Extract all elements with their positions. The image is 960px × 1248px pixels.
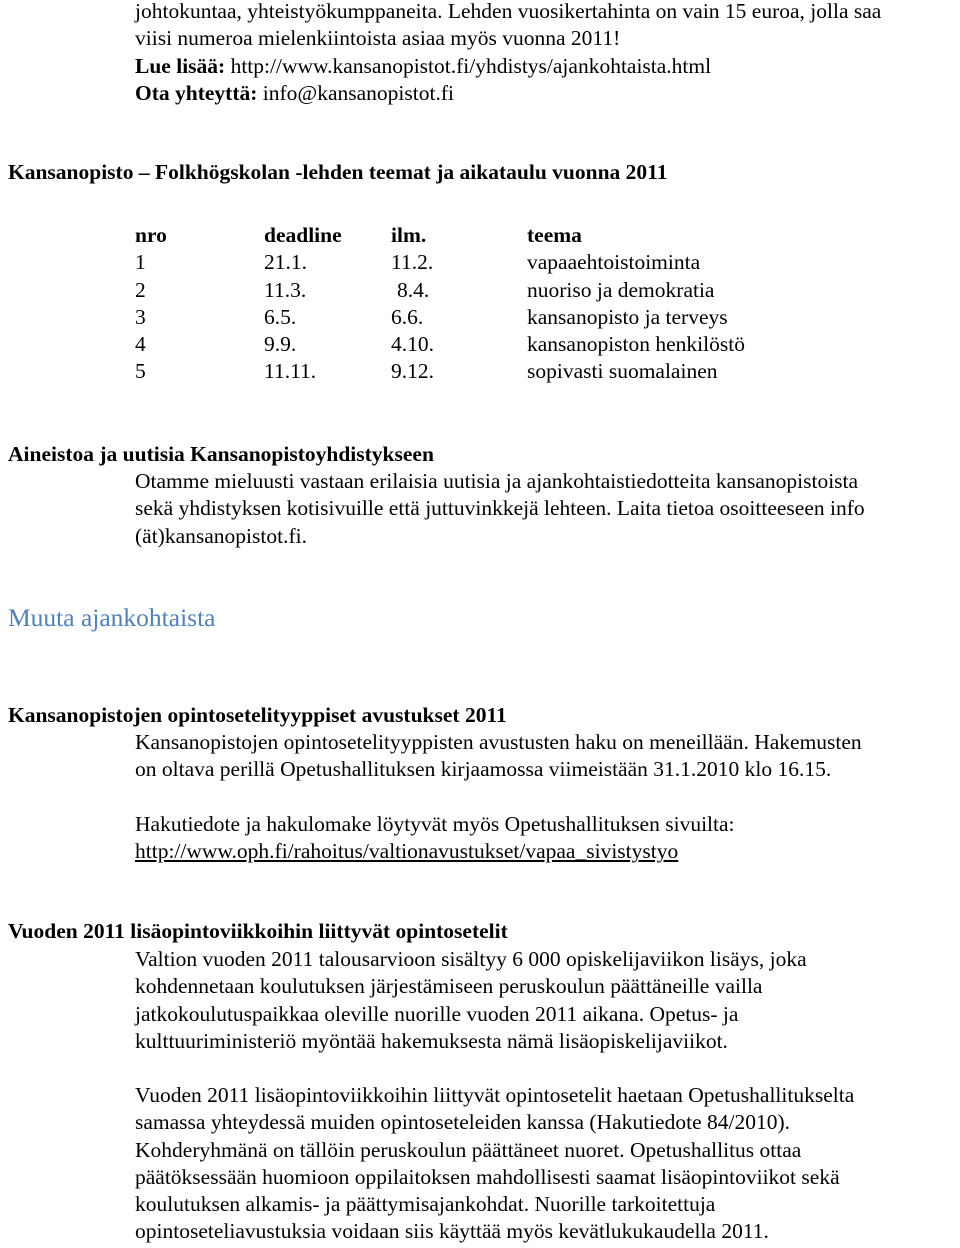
cell-teema: sopivasti suomalainen bbox=[527, 359, 718, 384]
news-material-line-2: sekä yhdistyksen kotisivuille että juttuvinkkejä lehteen. Laita tietoa osoitteeseen info bbox=[135, 496, 865, 521]
cell-teema: nuoriso ja demokratia bbox=[527, 277, 715, 302]
vouchers-link-intro: Hakutiedote ja hakulomake löytyvät myös Opetushallituksen sivuilta: bbox=[135, 812, 735, 836]
section-title: Muuta ajankohtaista bbox=[8, 603, 216, 632]
extra-weeks-para-2 bbox=[135, 1082, 854, 1246]
cell-teema: kansanopiston henkilöstö bbox=[527, 332, 745, 357]
extra-weeks-p2-line-2: samassa yhteydessä muiden opintoseteleiden kanssa (Hakutiedote 84/2010). bbox=[135, 1110, 790, 1135]
vouchers-heading: Kansanopistojen opintosetelityyppiset avustukset 2011 bbox=[8, 703, 507, 727]
extra-weeks-p2-line-5: koulutuksen alkamis- ja päättymisajankohdat. Nuorille tarkoitettuja bbox=[135, 1192, 716, 1217]
extra-weeks-p2-line-1: Vuoden 2011 lisäopintoviikkoihin liittyvät opintosetelit haetaan Opetushallitukselta bbox=[135, 1083, 855, 1107]
cell-ilm: 11.2. bbox=[391, 250, 434, 275]
contact-label: Ota yhteyttä: bbox=[135, 80, 258, 105]
extra-weeks-p2-line-4: päätöksessään huomioon oppilaitoksen mahdollisesti saamat lisäopintoviikot sekä bbox=[135, 1164, 840, 1189]
contact-line bbox=[135, 80, 881, 107]
header-nro: nro bbox=[135, 223, 167, 247]
cell-ilm: 8.4. bbox=[397, 277, 430, 302]
cell-nro: 1 bbox=[135, 250, 146, 275]
schedule-title: Kansanopisto – Folkhögskolan -lehden teemat ja aikataulu vuonna 2011 bbox=[8, 160, 668, 184]
header-ilm: ilm. bbox=[391, 223, 427, 247]
cell-deadline: 6.5. bbox=[264, 304, 297, 329]
cell-deadline: 9.9. bbox=[264, 332, 297, 357]
cell-ilm: 6.6. bbox=[391, 304, 424, 329]
table-row bbox=[135, 358, 827, 385]
news-material-heading: Aineistoa ja uutisia Kansanopistoyhdistykseen bbox=[8, 442, 434, 466]
cell-nro: 2 bbox=[135, 277, 146, 302]
extra-weeks-p2-line-3: Kohderyhmänä on tällöin peruskoulun päättäneet nuoret. Opetushallitus ottaa bbox=[135, 1137, 802, 1162]
schedule-table bbox=[135, 222, 827, 386]
read-more-line bbox=[135, 53, 881, 80]
extra-weeks-para-1 bbox=[135, 946, 807, 1055]
vouchers-line-1: Kansanopistojen opintosetelityyppisten avustusten haku on meneillään. Hakemusten bbox=[135, 730, 862, 754]
header-teema: teema bbox=[527, 223, 582, 247]
table-row bbox=[135, 277, 827, 304]
cell-nro: 4 bbox=[135, 332, 146, 357]
extra-weeks-p1-line-2: kohdennetaan koulutuksen järjestämiseen peruskoulun päättäneille vailla bbox=[135, 974, 763, 999]
extra-weeks-p1-line-4: kulttuuriministeriö myöntää hakemuksesta nämä lisäopiskelijaviikot. bbox=[135, 1028, 728, 1053]
extra-weeks-p1-line-3: jatkokoulutuspaikkaa oleville nuorille vuoden 2011 aikana. Opetus- ja bbox=[135, 1001, 739, 1026]
cell-nro: 5 bbox=[135, 359, 146, 384]
oph-link[interactable]: http://www.oph.fi/rahoitus/valtionavustukset/vapaa_sivistystyo bbox=[135, 839, 679, 864]
cell-deadline: 21.1. bbox=[264, 250, 307, 275]
intro-line-2: viisi numeroa mielenkiintoista asiaa myös vuonna 2011! bbox=[135, 26, 621, 51]
schedule-header-row bbox=[135, 222, 827, 249]
read-more-label: Lue lisää: bbox=[135, 53, 226, 78]
vouchers-para-2 bbox=[135, 811, 735, 866]
table-row bbox=[135, 249, 827, 276]
cell-deadline: 11.11. bbox=[264, 359, 317, 384]
header-deadline: deadline bbox=[264, 223, 342, 247]
cell-deadline: 11.3. bbox=[264, 277, 307, 302]
cell-nro: 3 bbox=[135, 304, 146, 329]
extra-weeks-p2-line-6: opintoseteliavustuksia voidaan siis käyttää myös kevätlukukaudella 2011. bbox=[135, 1219, 769, 1244]
intro-line-1: johtokuntaa, yhteistyökumppaneita. Lehden vuosikertahinta on vain 15 euroa, jolla saa bbox=[135, 0, 882, 23]
vouchers-para-1 bbox=[135, 729, 862, 784]
news-material-line-3: (ät)kansanopistot.fi. bbox=[135, 523, 307, 548]
table-row bbox=[135, 304, 827, 331]
news-material-body bbox=[135, 468, 865, 550]
cell-teema: kansanopisto ja terveys bbox=[527, 304, 728, 329]
cell-ilm: 9.12. bbox=[391, 359, 434, 384]
contact-email-link[interactable]: info@kansanopistot.fi bbox=[262, 80, 454, 105]
vouchers-line-2: on oltava perillä Opetushallituksen kirjaamossa viimeistään 31.1.2010 klo 16.15. bbox=[135, 757, 832, 782]
read-more-link[interactable]: http://www.kansanopistot.fi/yhdistys/ajankohtaista.html bbox=[230, 53, 712, 78]
table-row bbox=[135, 331, 827, 358]
intro-block bbox=[135, 0, 881, 107]
cell-teema: vapaaehtoistoiminta bbox=[527, 250, 701, 275]
cell-ilm: 4.10. bbox=[391, 332, 434, 357]
extra-weeks-p1-line-1: Valtion vuoden 2011 talousarvioon sisältyy 6 000 opiskelijaviikon lisäys, joka bbox=[135, 947, 807, 971]
extra-weeks-heading: Vuoden 2011 lisäopintoviikkoihin liittyvät opintosetelit bbox=[8, 919, 508, 943]
news-material-line-1: Otamme mieluusti vastaan erilaisia uutisia ja ajankohtaistiedotteita kansanopistoista bbox=[135, 469, 859, 493]
